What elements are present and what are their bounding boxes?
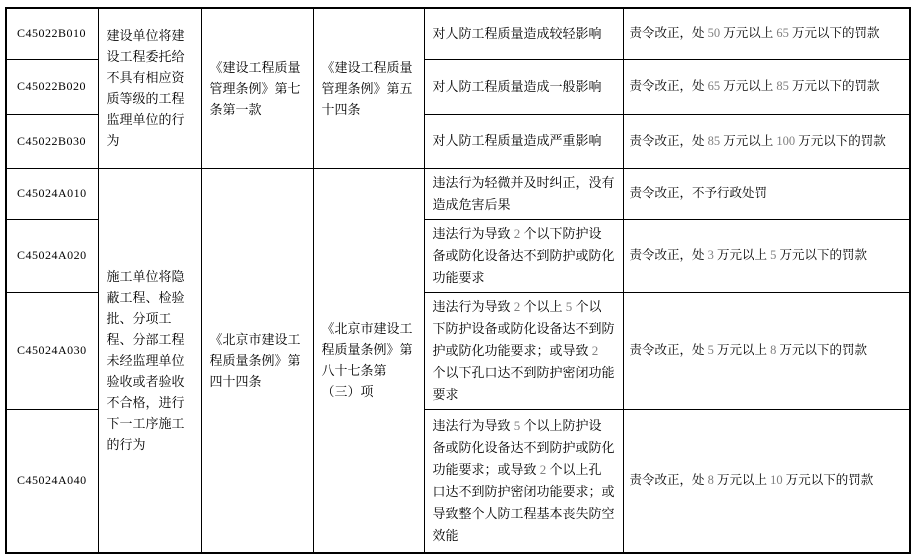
table-row [6, 168, 910, 219]
penalty-table [5, 7, 911, 554]
legal-basis-a-cell: 《建设工程质量管理条例》第七条第一款 [201, 8, 313, 168]
document-sheet [5, 7, 911, 554]
penalty-cell: 责令改正，不予行政处罚 [623, 168, 910, 219]
legal-basis-b-cell: 《北京市建设工程质量条例》第八十七条第（三）项 [313, 168, 424, 553]
circumstance-cell: 违法行为导致 5 个以上防护设备或防化设备达不到防护或防化功能要求；或导致 2 个以上孔口达不到防护密闭功能要求；或导致整个人防工程基本丧失防空效能 [424, 409, 623, 553]
code-cell: C45024A010 [6, 168, 98, 219]
code-cell: C45024A030 [6, 292, 98, 409]
code-cell: C45022B020 [6, 59, 98, 114]
behavior-cell: 建设单位将建设工程委托给不具有相应资质等级的工程监理单位的行为 [98, 8, 201, 168]
legal-basis-a-cell: 《北京市建设工程质量条例》第四十四条 [201, 168, 313, 553]
circumstance-cell: 违法行为导致 2 个以上 5 个以下防护设备或防化设备达不到防护或防化功能要求；或导致 2 个以下孔口达不到防护密闭功能要求 [424, 292, 623, 409]
penalty-cell: 责令改正，处 3 万元以上 5 万元以下的罚款 [623, 219, 910, 292]
legal-basis-b-cell: 《建设工程质量管理条例》第五十四条 [313, 8, 424, 168]
penalty-cell: 责令改正，处 50 万元以上 65 万元以下的罚款 [623, 8, 910, 59]
code-cell: C45022B030 [6, 114, 98, 168]
circumstance-cell: 对人防工程质量造成较轻影响 [424, 8, 623, 59]
table-row [6, 8, 910, 59]
behavior-cell: 施工单位将隐蔽工程、检验批、分项工程、分部工程未经监理单位验收或者验收不合格，进行下一工序施工的行为 [98, 168, 201, 553]
penalty-cell: 责令改正，处 8 万元以上 10 万元以下的罚款 [623, 409, 910, 553]
circumstance-cell: 违法行为轻微并及时纠正，没有造成危害后果 [424, 168, 623, 219]
code-cell: C45024A020 [6, 219, 98, 292]
circumstance-cell: 对人防工程质量造成一般影响 [424, 59, 623, 114]
circumstance-cell: 对人防工程质量造成严重影响 [424, 114, 623, 168]
circumstance-cell: 违法行为导致 2 个以下防护设备或防化设备达不到防护或防化功能要求 [424, 219, 623, 292]
code-cell: C45022B010 [6, 8, 98, 59]
code-cell: C45024A040 [6, 409, 98, 553]
penalty-cell: 责令改正，处 5 万元以上 8 万元以下的罚款 [623, 292, 910, 409]
penalty-cell: 责令改正，处 85 万元以上 100 万元以下的罚款 [623, 114, 910, 168]
penalty-cell: 责令改正，处 65 万元以上 85 万元以下的罚款 [623, 59, 910, 114]
